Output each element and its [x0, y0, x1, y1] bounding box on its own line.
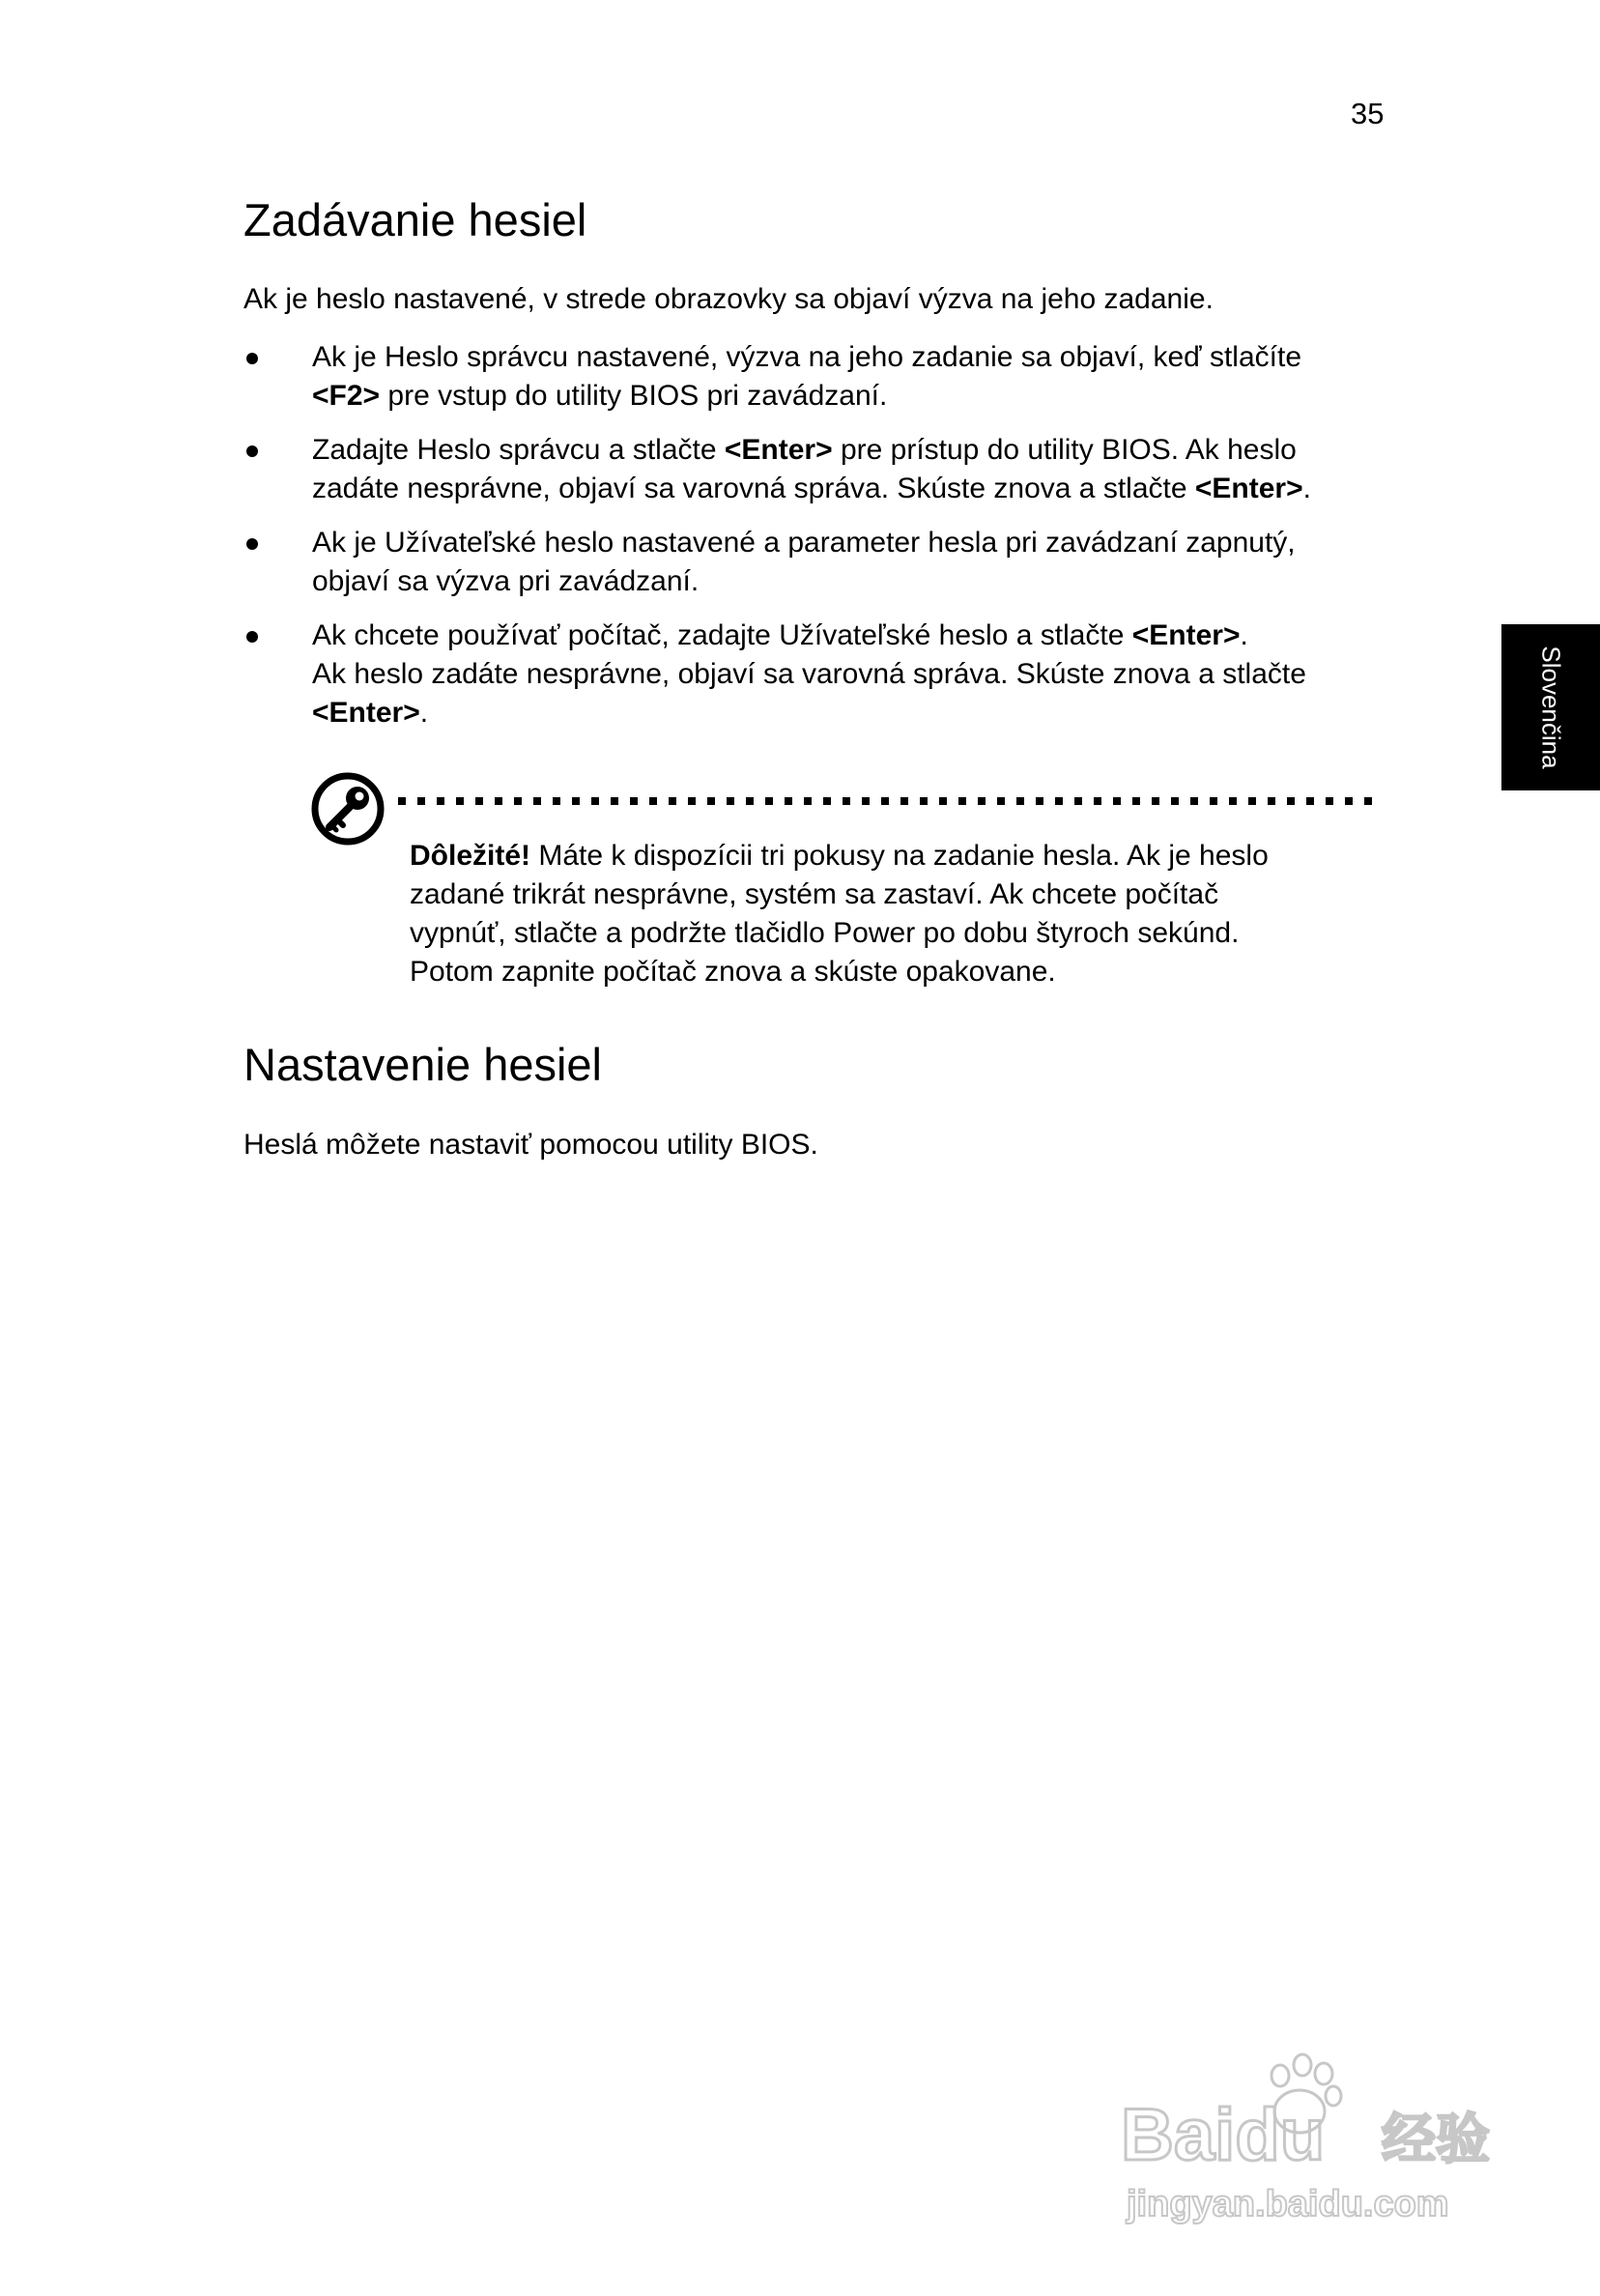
note-line: vypnúť, stlačte a podržte tlačidlo Power po dobu štyroch sekúnd. — [410, 917, 1240, 949]
list-item-line: Ak je Heslo správcu nastavené, výzva na jeho zadanie sa objaví, keď stlačíte — [312, 341, 1301, 373]
note-line: zadané trikrát nesprávne, systém sa zastaví. Ak chcete počítač — [410, 878, 1219, 910]
bullet-icon — [246, 631, 258, 643]
intro-paragraph: Ak je heslo nastavené, v strede obrazovky sa objaví výzva na jeho zadanie. — [243, 283, 1214, 315]
list-item-line: Ak je Užívateľské heslo nastavené a parameter hesla pri zavádzaní zapnutý, — [312, 527, 1296, 559]
note-text: Máte k dispozícii tri pokusy na zadanie hesla. Ak je heslo — [530, 840, 1269, 872]
important-note — [410, 837, 1269, 991]
list-item-text: zadáte nesprávne, objaví sa varovná správa. Skúste znova a stlačte — [312, 473, 1195, 504]
list-item — [243, 338, 1384, 416]
key-icon — [309, 770, 386, 847]
list-item-text: Zadajte Heslo správcu a stlačte — [312, 434, 725, 466]
note-divider — [398, 797, 1382, 805]
section-heading-entering-passwords: Zadávanie hesiel — [243, 194, 587, 245]
bullet-icon — [246, 353, 258, 364]
list-item-line: objaví sa výzva pri zavádzaní. — [312, 565, 700, 597]
note-line — [410, 837, 1269, 875]
list-item — [243, 617, 1384, 732]
watermark-brand: Baidu — [1121, 2094, 1326, 2176]
list-item-line — [312, 470, 1384, 508]
list-item-text: Ak chcete používať počítač, zadajte Užívateľské heslo a stlačte — [312, 619, 1132, 651]
list-item-line — [312, 617, 1384, 655]
list-item-text: pre prístup do utility BIOS. Ak heslo — [832, 434, 1297, 466]
note-label: Dôležité! — [410, 840, 531, 872]
list-item — [243, 431, 1384, 508]
key-label: <F2> — [312, 380, 381, 412]
bullet-icon — [246, 538, 258, 550]
section-heading-setting-passwords: Nastavenie hesiel — [243, 1039, 602, 1090]
note-line: Potom zapnite počítač znova a skúste opakovane. — [410, 956, 1056, 988]
setting-passwords-paragraph: Heslá môžete nastaviť pomocou utility BIOS. — [243, 1129, 818, 1161]
key-label: <Enter> — [312, 697, 420, 729]
list-item-line — [312, 694, 1384, 732]
side-tab-label: Slovenčina — [1536, 646, 1566, 769]
key-label: <Enter> — [1194, 473, 1303, 504]
list-item-text: . — [1302, 473, 1311, 504]
list-item-line: Ak heslo zadáte nesprávne, objaví sa varovná správa. Skúste znova a stlačte — [312, 658, 1306, 690]
bullet-list — [243, 338, 1384, 748]
key-label: <Enter> — [724, 434, 833, 466]
list-item-text: pre vstup do utility BIOS pri zavádzaní. — [380, 380, 888, 412]
list-item — [243, 524, 1384, 601]
key-label: <Enter> — [1131, 619, 1241, 651]
list-item-text: . — [419, 697, 429, 729]
page-number: 35 — [1351, 97, 1385, 130]
baidu-watermark-logo — [1111, 2044, 1517, 2237]
list-item-text: . — [1240, 619, 1248, 651]
list-item-line — [312, 377, 1384, 416]
bullet-icon — [246, 445, 258, 457]
watermark-url: jingyan.baidu.com — [1127, 2184, 1449, 2224]
watermark-cn: 经验 — [1382, 2109, 1490, 2171]
language-side-tab — [1501, 624, 1600, 790]
list-item-line — [312, 431, 1384, 470]
